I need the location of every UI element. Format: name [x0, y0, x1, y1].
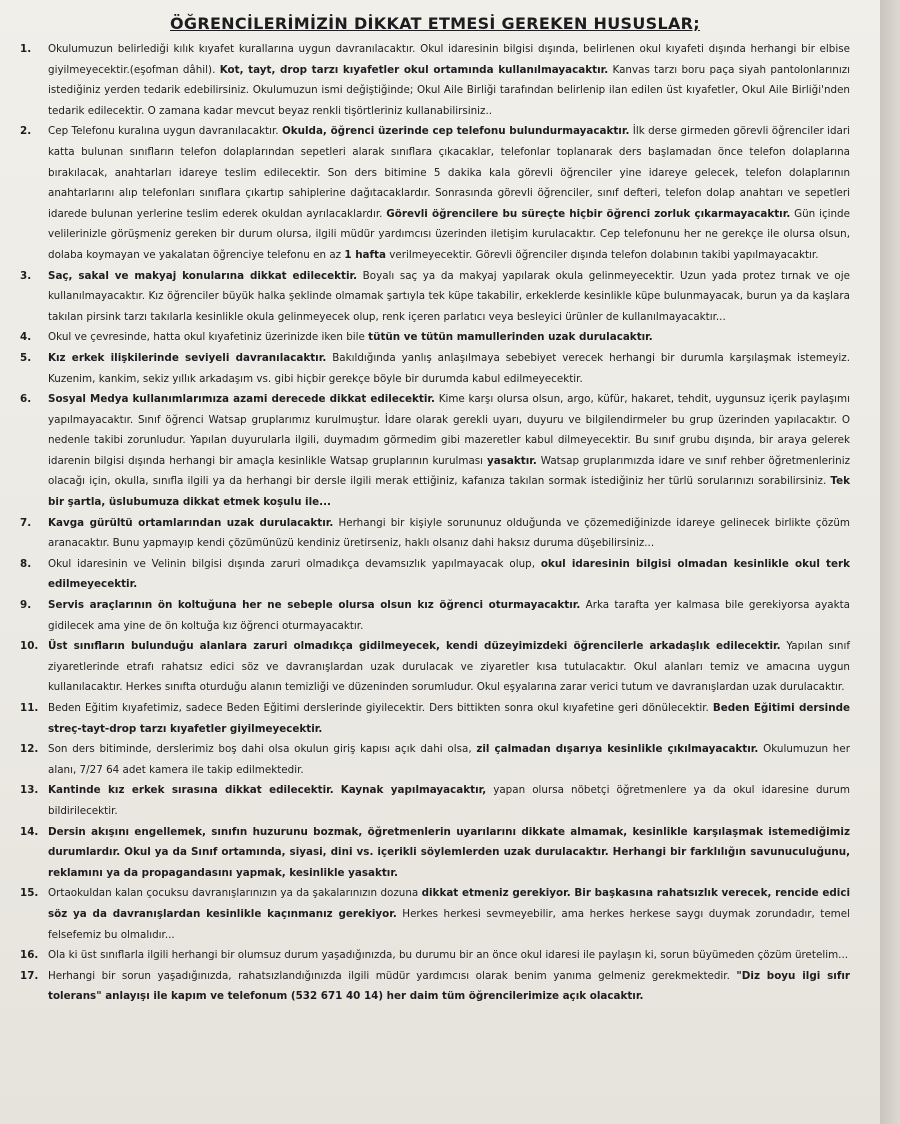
rule-item [20, 966, 850, 1007]
rule-number: 7. [20, 516, 32, 529]
rule-text-run: Boyalı saç ya da makyaj yapılarak okula gelinmeyecektir. Uzun yada protez tırnak ve oje kullanılmayacaktır. Kız öğrenciler büyük halka şeklinde olmamak şartıyla tek küpe takabilir, erkeklerde kesinlikle küpe bulunmayacak, burun ya da kaşlara takılan pirsink tarzı takılarla kesinlikle okula gelinmeyecek olup, renk içeren parlatıcı veya besleyici ürünler de kullanılmayacaktır... [48, 269, 850, 323]
rule-text [48, 554, 850, 595]
rule-text-run: Cep Telefonu kuralına uygun davranılacaktır. [48, 125, 282, 138]
rule-text-bold: Tek bir şartla, üslubumuza dikkat etmek koşulu ile... [48, 475, 850, 509]
rule-item [20, 883, 850, 945]
rule-text-bold: Kot, tayt, drop tarzı kıyafetler okul ortamında kullanılmayacaktır. [219, 63, 609, 76]
rule-text-run: İlk derse girmeden görevli öğrenciler idari katta bulunan sınıfların telefon dolaplarından sepetleri alarak sınıflara çıkacaklar, telefonlar toplanarak ders başlamadan önce telefon dolaplarına bırakılacak, anahtarları idareye teslim edilecektir. Son ders bitimine 5 dakika kala görevli öğrenciler yine idareye gelecek, telefon dolaplarının anahtarlarını alıp telefonları sınıflara çıkartıp sahiplerine dağıtacaklardır. Sonrasında görevli öğrenciler, sınıf defteri, telefon dolap anahtarı ve sepetleri idarede bulunan yerlerine teslim ederek okuldan ayrılacaklardır. [48, 125, 850, 220]
rule-text-run: Okul idaresinin ve Velinin bilgisi dışında zaruri olmadıkça devamsızlık yapılmayacak olup, [48, 557, 541, 570]
rule-text-bold: 1 hafta [344, 248, 386, 261]
rule-item [20, 39, 850, 121]
rule-text-bold: Saç, sakal ve makyaj konularına dikkat edilecektir. [48, 269, 358, 282]
rule-item [20, 266, 850, 328]
rule-number: 15. [20, 887, 39, 900]
rule-text [48, 389, 850, 513]
rule-number: 17. [20, 969, 39, 982]
rules-list [20, 39, 850, 1007]
rule-item [20, 780, 850, 821]
rule-number: 9. [20, 599, 32, 612]
rule-item [20, 513, 850, 554]
rule-number: 6. [20, 393, 32, 406]
rule-number: 2. [20, 125, 32, 138]
rule-text-run: Okulumuzun her alanı, 7/27 64 adet kamera ile takip edilmektedir. [48, 743, 850, 776]
rule-text [48, 121, 850, 265]
rule-text-bold: Dersin akışını engellemek, sınıfın huzurunu bozmak, öğretmenlerin uyarılarını dikkate almamak, kesinlikle karşılaşmak istemediğimiz durumlardır. Okul ya da Sınıf ortamında, siyasi, dini vs. içerikli söylemlerden uzak durulacaktır. Herhangi bir farklılığın savunuculuğunu, reklamını ya da propagandasını yapmak, kesinlikle yasaktır. [48, 825, 850, 879]
rule-item [20, 327, 850, 348]
rule-number: 5. [20, 351, 32, 364]
rule-text-bold: Görevli öğrencilere bu süreçte hiçbir öğrenci zorluk çıkarmayacaktır. [386, 207, 791, 220]
rule-text-bold: "Diz boyu ilgi sıfır tolerans" anlayışı ile kapım ve telefonum (532 671 40 14) her daim tüm öğrencilerimize açık olacaktır. [48, 969, 850, 1003]
rule-text-bold: dikkat etmeniz gerekiyor. Bir başkasına rahatsızlık verecek, rencide edici söz ya da davranışlardan kesinlikle kaçınmanız gerekiyor. [48, 887, 850, 920]
rule-text-bold: Üst sınıfların bulunduğu alanlara zaruri olmadıkça gidilmeyecek, kendi düzeyimizdeki öğrencilerle arkadaşlık edilecektir. [48, 640, 781, 653]
rule-text-run: Herhangi bir kişiyle sorununuz olduğunda ve çözemediğinizde idareye gelinecek birlikte çözüm aranacaktır. Bunu yapmayıp kendi çözümünüzü kendiniz üretirseniz, haklı olsanız dahi haksız duruma düşebilirsiniz... [48, 516, 850, 550]
rule-text-run: verilmeyecektir. Görevli öğrenciler dışında telefon dolabının takibi yapılmayacaktır. [385, 248, 819, 261]
rule-number: 8. [20, 557, 32, 570]
rule-text-run: Herkes herkesi sevmeyebilir, ama herkes herkese saygı duymak zorundadır, temel felsefemiz bu olmalıdır... [48, 907, 850, 941]
paper-edge-shadow [880, 0, 900, 1124]
rule-text-run: yapan olursa nöbetçi öğretmenlere ya da okul idaresine durum bildirilecektir. [48, 784, 850, 817]
rule-text-run: Son ders bitiminde, derslerimiz boş dahi olsa okulun giriş kapısı açık dahi olsa, [48, 743, 477, 756]
rule-text [48, 698, 850, 739]
rule-text-bold: Kavga gürültü ortamlarından uzak durulacaktır. [48, 516, 334, 529]
rule-text [48, 348, 850, 389]
rule-text [48, 327, 850, 348]
rule-number: 16. [20, 949, 39, 962]
rule-text-bold: zil çalmadan dışarıya kesinlikle çıkılmayacaktır. [476, 743, 759, 756]
rule-number: 4. [20, 331, 32, 344]
rule-text-run [334, 784, 341, 796]
rule-text-bold: Beden Eğitimi dersinde streç-tayt-drop tarzı kıyafetler giyilmeyecektir. [48, 702, 850, 735]
rule-text-bold: Servis araçlarının ön koltuğuna her ne sebeple olursa olsun kız öğrenci oturmayacaktır. [48, 599, 581, 612]
rule-item [20, 945, 850, 966]
rule-text-bold: Kaynak yapılmayacaktır, [340, 784, 487, 797]
rule-text [48, 883, 850, 945]
rule-text [48, 266, 850, 328]
rule-text-bold: Sosyal Medya kullanımlarımıza azami derecede dikkat edilecektir. [48, 393, 435, 406]
rule-text-run: Arka tarafta yer kalmasa bile gerekiyorsa ayakta gidilecek ama yine de ön koltuğa kız öğrenci oturmayacaktır. [48, 599, 850, 632]
rule-text-run: Okul ve çevresinde, hatta okul kıyafetiniz üzerinizde iken bile [48, 331, 369, 344]
rule-number: 14. [20, 825, 39, 838]
rule-text-bold: Okulda, öğrenci üzerinde cep telefonu bulundurmayacaktır. [281, 125, 630, 138]
rule-text [48, 636, 850, 698]
rule-item [20, 698, 850, 739]
rule-item [20, 636, 850, 698]
rule-text [48, 822, 850, 884]
rule-text [48, 513, 850, 554]
rule-text [48, 595, 850, 636]
rule-item [20, 595, 850, 636]
rule-item [20, 554, 850, 595]
rule-text-bold: Kız erkek ilişkilerinde seviyeli davranılacaktır. [48, 351, 327, 364]
rule-text-run: Ola ki üst sınıflarla ilgili herhangi bir olumsuz durum yaşadığınızda, bu durumu bir an önce okul idaresi ile paylaşın ki, sorun büyümeden çözüm üretelim... [48, 949, 849, 962]
rule-text [48, 780, 850, 821]
rule-item [20, 121, 850, 265]
rule-item [20, 389, 850, 513]
rule-text-run: Watsap gruplarımızda idare ve sınıf rehber öğretmenleriniz olacağı için, okulla, sınıfla ilgili ya da herhangi bir dersle ilgili merak ettiğiniz, kafanıza takılan sormak istediğiniz her türlü sorularınızı sorabilirsiniz. [48, 454, 850, 488]
rule-text-run: Ortaokuldan kalan çocuksu davranışlarınızın ya da şakalarınızın dozuna [48, 887, 422, 900]
rule-text [48, 966, 850, 1007]
rule-text [48, 39, 850, 121]
rule-text-run: Beden Eğitim kıyafetimiz, sadece Beden Eğitimi derslerinde giyilecektir. Ders bittikten sonra okul kıyafetine geri dönülecektir. [48, 702, 713, 714]
rule-text [48, 739, 850, 780]
rule-text-bold: Kantinde kız erkek sırasına dikkat edilecektir. [48, 784, 334, 797]
rule-text-run: Yapılan sınıf ziyaretlerinde etrafı rahatsız edici söz ve davranışlardan uzak durulacak ve ziyaretler kısa tutulacaktır. Okul alanları temiz ve amacına uygun kullanılacaktır. Herkes sınıfta oturduğu alanın temizliği ve düzeninden sorumludur. Okul eşyalarına zarar verici tutum ve davranışlardan uzak durulacaktır. [48, 640, 850, 694]
document-title: ÖĞRENCİLERİMİZİN DİKKAT ETMESİ GEREKEN HUSUSLAR; [170, 14, 700, 33]
rule-number: 12. [20, 743, 39, 756]
rule-item [20, 348, 850, 389]
rule-number: 3. [20, 269, 32, 282]
rule-text-run: Gün içinde velilerinizle görüşmeniz gereken bir durum olursa, ilgili müdür yardımcısı üzerinden iletişim kurulacaktır. Cep telefonunu her ne gerekçe ile olursa olsun, dolaba koymayan ve yakalatan öğrenciye telefonu en az [48, 207, 850, 261]
rule-text-run: Okulumuzun belirlediği kılık kıyafet kurallarına uygun davranılacaktır. Okul idaresinin bilgisi dışında, belirlenen okul kıyafeti dışında herhangi bir elbise giyilmeyecektir.(eşofman dâhil). [48, 43, 850, 76]
rule-number: 10. [20, 640, 39, 653]
rule-text [48, 945, 850, 966]
rule-number: 1. [20, 43, 32, 55]
rule-number: 13. [20, 784, 39, 797]
rule-text-run: Kanvas tarzı boru paça siyah pantolonlarınızı istediğiniz yerden tedarik edebilirsiniz. Okulumuzun ismi değiştiğinde; Okul Aile Birliği tarafından belirlenip ilan edilen üst kıyafetler, Okul Aile Birliği'nden tedarik edilecektir. O zamana kadar mevcut beyaz renkli tişörtleriniz kullanabilirsiniz.. [48, 63, 851, 117]
rule-text-run: Herhangi bir sorun yaşadığınızda, rahatsızlandığınızda ilgili müdür yardımcısı olarak benim yanıma gelmeniz gerekmektedir. [48, 969, 737, 982]
rule-text-run: Bakıldığında yanlış anlaşılmaya sebebiyet verecek herhangi bir durumla karşılaşmak istemeyiz. Kuzenim, kankim, sekiz yıllık arkadaşım vs. gibi hiçbir gerekçe böyle bir durumda kabul edilmeyecektir. [48, 351, 850, 385]
rule-item [20, 822, 850, 884]
rule-text-bold: okul idaresinin bilgisi olmadan kesinlikle okul terk edilmeyecektir. [48, 557, 850, 591]
rule-item [20, 739, 850, 780]
rule-text-run: Kime karşı olursa olsun, argo, küfür, hakaret, tehdit, uygunsuz içerik paylaşımı yapılmayacaktır. Sınıf öğrenci Watsap gruplarımız kurulmuştur. İdare olarak gerekli uyarı, duyuru ve bilgilendirmeler bu grup üzerinden yapılacaktır. O nedenle takibi zorunludur. Yapılan duyurularla ilgili, duymadım görmedim gibi mazeretler kabul dilmeyecektir. Bu sınıf grubu dışında, bir araya gelerek idarenin bilgisi dışında herhangi bir amaçla kesinlikle Watsap gruplarının kurulması [48, 393, 850, 467]
rule-text-bold: tütün ve tütün mamullerinden uzak durulacaktır. [368, 331, 653, 344]
rule-number: 11. [20, 702, 39, 714]
rule-text-bold: yasaktır. [487, 454, 537, 467]
